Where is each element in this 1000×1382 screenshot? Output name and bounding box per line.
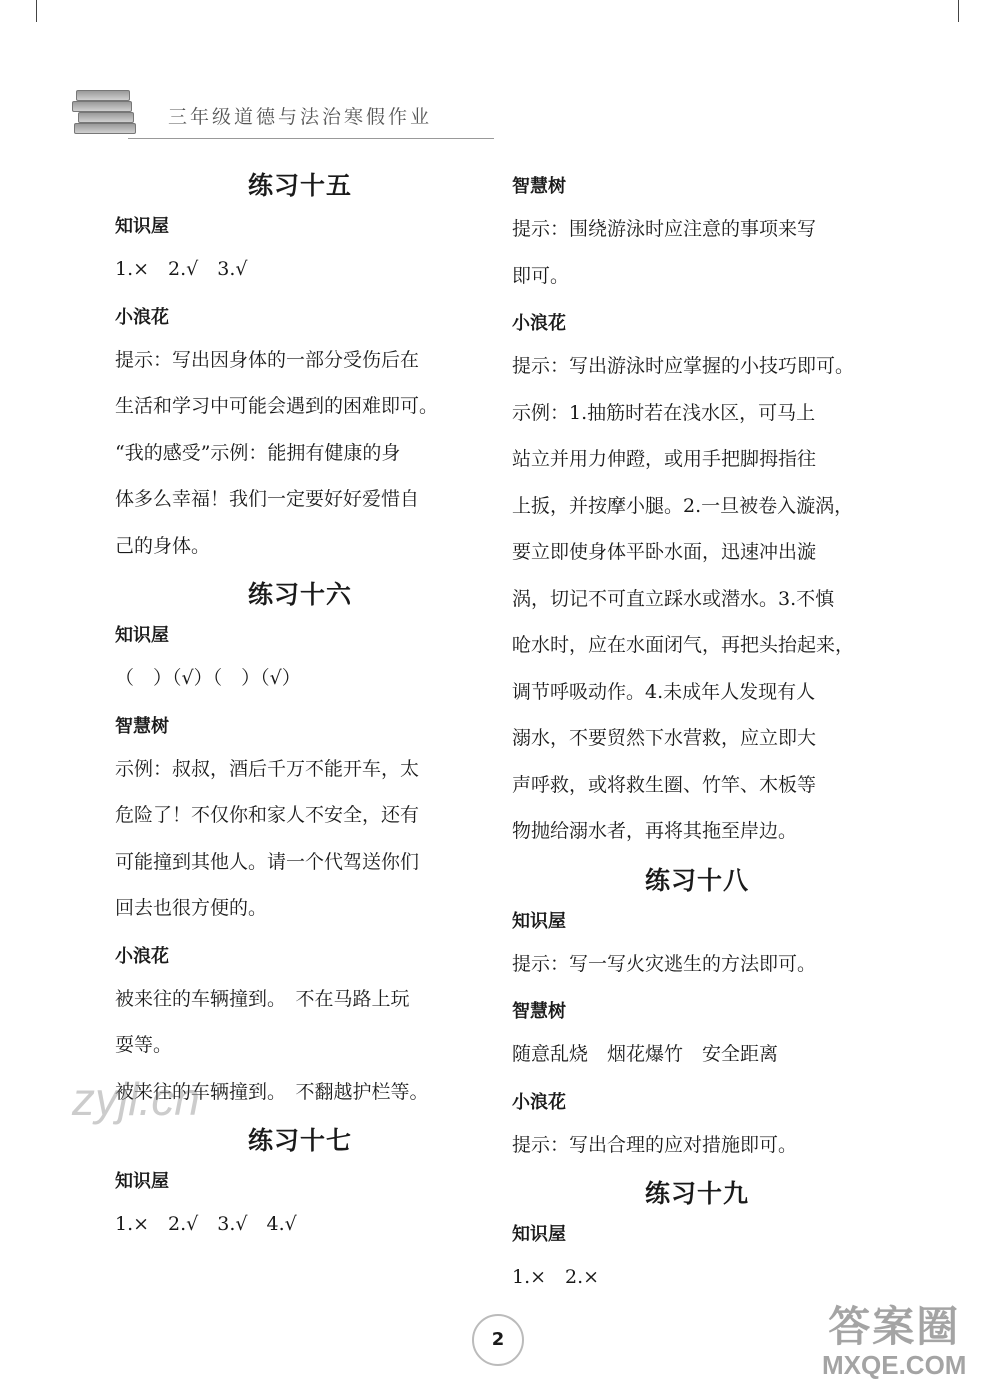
answer-line: 体多么幸福！我们一定要好好爱惜自	[115, 488, 420, 510]
watermark-right-top: 答案圈	[828, 1303, 961, 1350]
answer-line: 站立并用力伸蹬，或用手把脚拇指往	[512, 448, 817, 470]
answer-line: 涡，切记不可直立踩水或潜水。3.不慎	[512, 587, 835, 610]
section-title: 练习十八	[644, 865, 749, 895]
answer-line: 被来往的车辆撞到。 不在马路上玩	[115, 987, 410, 1010]
answer-line: 1.× 2.√ 3.√	[115, 258, 248, 280]
answer-line: 即可。	[512, 264, 570, 287]
section-title: 练习十六	[247, 580, 352, 609]
answer-line: 己的身体。	[115, 534, 211, 557]
answer-line: 声呼救，或将救生圈、竹竿、木板等	[512, 773, 817, 796]
block-heading: 知识屋	[115, 1171, 169, 1192]
answer-line: 溺水，不要贸然下水营救，应立即大	[512, 727, 817, 749]
block-heading: 智慧树	[115, 715, 169, 737]
books-icon	[72, 86, 136, 140]
section-title: 练习十五	[247, 171, 352, 200]
block-heading: 智慧树	[512, 1001, 566, 1022]
crop-mark-top-left	[36, 0, 37, 22]
header-title: 三年级道德与法治寒假作业	[168, 106, 433, 128]
block-heading: 知识屋	[115, 625, 169, 646]
block-heading: 小浪花	[115, 945, 169, 967]
block-heading: 智慧树	[512, 176, 566, 197]
answer-line: 示例：1.抽筋时若在浅水区，可马上	[512, 401, 816, 424]
answer-line: 耍等。	[115, 1034, 173, 1056]
header-divider	[128, 138, 494, 139]
page-number: 2	[472, 1314, 524, 1366]
answer-line: 可能撞到其他人。请一个代驾送你们	[115, 850, 420, 873]
block-heading: 知识屋	[512, 1224, 566, 1245]
watermark-right-bottom: MXQE.COM	[822, 1350, 967, 1380]
watermark-right	[822, 1294, 966, 1381]
watermark-left: zyjl.cn	[72, 1073, 200, 1125]
block-heading: 小浪花	[512, 313, 566, 334]
answer-line: 物抛给溺水者，再将其拖至岸边。	[512, 820, 798, 842]
answer-line: 回去也很方便的。	[115, 897, 268, 919]
answer-line: 调节呼吸动作。4.未成年人发现有人	[512, 680, 816, 703]
block-heading: 知识屋	[115, 216, 169, 237]
answer-line: “我的感受”示例：能拥有健康的身	[115, 441, 401, 464]
answer-line: 提示：围绕游泳时应注意的事项来写	[512, 218, 817, 240]
answer-line: 提示：写出因身体的一部分受伤后在	[115, 348, 420, 371]
answer-line: 呛水时，应在水面闭气，再把头抬起来，	[512, 634, 855, 656]
answer-line: 示例：叔叔，酒后千万不能开车，太	[115, 757, 420, 780]
answer-line: 危险了！不仅你和家人不安全，还有	[115, 804, 420, 826]
block-heading: 小浪花	[512, 1091, 566, 1113]
answer-line: 提示：写一写火灾逃生的方法即可。	[512, 952, 817, 975]
page-header	[72, 86, 492, 144]
answer-line: 被来往的车辆撞到。 不翻越护栏等。	[115, 1080, 429, 1103]
answer-line: 提示：写出合理的应对措施即可。	[512, 1133, 798, 1156]
section-title: 练习十九	[644, 1179, 749, 1208]
right-column	[512, 162, 892, 1301]
answer-line: 要立即使身体平卧水面，迅速冲出漩	[512, 541, 817, 563]
answer-line: 生活和学习中可能会遇到的困难即可。	[115, 395, 439, 417]
block-heading: 知识屋	[512, 910, 566, 932]
answer-line: 提示：写出游泳时应掌握的小技巧即可。	[512, 355, 855, 377]
block-heading: 小浪花	[115, 306, 169, 328]
answer-line: 1.× 2.×	[512, 1266, 600, 1288]
crop-mark-top-right	[958, 0, 959, 22]
answer-line: 1.× 2.√ 3.√ 4.√	[115, 1213, 297, 1235]
answer-line: （ ）（√）（ ）（√）	[115, 667, 301, 689]
answer-line: 随意乱烧 烟花爆竹 安全距离	[512, 1043, 779, 1065]
section-title: 练习十七	[247, 1126, 352, 1155]
answer-line: 上扳，并按摩小腿。2.一旦被卷入漩涡，	[512, 494, 854, 517]
